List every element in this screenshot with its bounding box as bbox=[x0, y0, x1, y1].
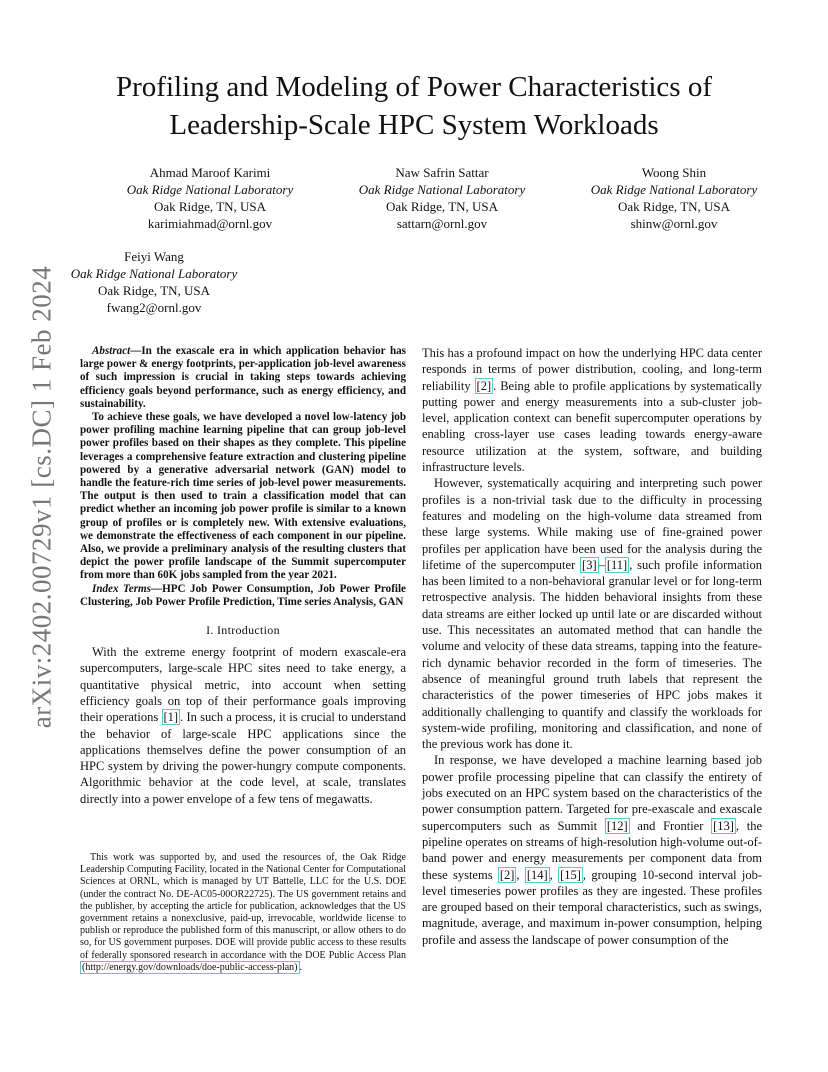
author-email: sattarn@ornl.gov bbox=[396, 216, 488, 231]
author-block-1 bbox=[90, 164, 330, 232]
abstract-label: Abstract bbox=[92, 345, 131, 357]
title-line-2: Leadership-Scale HPC System Workloads bbox=[169, 109, 659, 141]
author-email: shinw@ornl.gov bbox=[630, 216, 718, 231]
citation-link[interactable]: [14] bbox=[526, 867, 548, 882]
author-block-4 bbox=[34, 248, 274, 316]
intro-paragraph-1 bbox=[80, 644, 406, 807]
right-column bbox=[422, 345, 762, 948]
author-name: Feiyi Wang bbox=[124, 249, 184, 264]
footnote-paragraph bbox=[80, 852, 406, 974]
author-affiliation: Oak Ridge National Laboratory bbox=[358, 182, 526, 197]
intro-text-b: . In such a process, it is crucial to understand the behavior of large-scale HPC applications since the applications themselves define the power consumption of an HPC system by driving the power-hungry compute components. Algorithmic behavior at the code level, at scale, translates directly into a power envelope of a few tens of megawatts. bbox=[80, 710, 406, 806]
author-block-3 bbox=[554, 164, 794, 232]
author-name: Ahmad Maroof Karimi bbox=[149, 165, 271, 180]
title-line-1: Profiling and Modeling of Power Characteristics of bbox=[116, 71, 712, 103]
index-terms-label: Index Terms bbox=[92, 582, 151, 595]
introduction-body bbox=[80, 644, 406, 807]
abstract-paragraph-1: Abstract—In the exascale era in which application behavior has large power & energy footprints, per-application job-level awareness of such impression is crucial in taking steps towards achieving efficiency goals beyond performance, such as energy efficiency, and sustainability. bbox=[80, 345, 406, 410]
right-text: and Frontier bbox=[629, 818, 712, 833]
left-column bbox=[80, 345, 406, 807]
index-terms: Index Terms—HPC Job Power Consumption, Job Power Profile Clustering, Job Power Profile Prediction, Time series Analysis, GAN bbox=[80, 582, 406, 608]
right-paragraph-3 bbox=[422, 752, 762, 948]
footnote-text-b: . bbox=[299, 961, 302, 973]
author-name: Naw Safrin Sattar bbox=[395, 165, 489, 180]
citation-link[interactable]: [1] bbox=[163, 710, 179, 725]
right-paragraph-2 bbox=[422, 475, 762, 752]
right-text: , grouping 10-second interval job-level timeseries power profiles as they are ingested. These profiles are grouped based on their temporal characteristics, such as swings, magnitude, average, and maximum in-power consumption, helping profile and assess the landscape of power consumption of the bbox=[422, 867, 763, 947]
abstract-text-1: In the exascale era in which application behavior has large power & energy footprints, per-application job-level awareness of such impression is crucial in taking steps towards achieving efficiency goals beyond performance, such as energy efficiency, and sustainability. bbox=[80, 345, 406, 410]
author-location: Oak Ridge, TN, USA bbox=[617, 199, 731, 214]
section-heading-introduction: I. Introduction bbox=[206, 623, 280, 638]
author-affiliation: Oak Ridge National Laboratory bbox=[70, 266, 238, 281]
author-location: Oak Ridge, TN, USA bbox=[385, 199, 499, 214]
author-block-2 bbox=[322, 164, 562, 232]
author-email: fwang2@ornl.gov bbox=[106, 300, 202, 315]
doe-access-plan-link[interactable]: (http://energy.gov/downloads/doe-public-access-plan) bbox=[82, 961, 298, 973]
author-affiliation: Oak Ridge National Laboratory bbox=[126, 182, 294, 197]
right-text: – bbox=[598, 557, 605, 572]
citation-link[interactable]: [12] bbox=[606, 818, 628, 833]
right-paragraph-1 bbox=[422, 345, 762, 475]
arxiv-stamp-text: arXiv:2402.00729v1 [cs.DC] 1 Feb 2024 bbox=[26, 265, 57, 729]
author-email: karimiahmad@ornl.gov bbox=[147, 216, 273, 231]
citation-link[interactable]: [2] bbox=[476, 378, 492, 393]
abstract-paragraph-2: To achieve these goals, we have developed a novel low-latency job power profiling machine learning pipeline that can group job-level power profiles based on their shapes as they complete. This pipeline leverages a comprehensive feature extraction and clustering pipeline powered by a generative adversarial network (GAN) model to handle the feature-rich time series of job-level power measurements. The output is then used to train a classification model that can predict whether an incoming job power profile is similar to a known group of profiles or is completely new. With extensive evaluations, we demonstrate the effectiveness of each component in our pipeline. Also, we provide a preliminary analysis of the resulting clusters that depict the power profile landscape of the Summit supercomputer from more than 60K jobs sampled from the year 2021. bbox=[80, 411, 406, 582]
right-text: . Being able to profile applications by systematically putting power and energy measurements into a sub-cluster job-level, application context can benefit supercomputer operations by enabling cross-layer use cases leading towards energy-aware resource utilization at the system, software, and building infrastructure levels. bbox=[422, 378, 762, 475]
intro-text-a: With the extreme energy footprint of modern exascale-era supercomputers, large-scale HPC sites need to take energy, a quantitative physical metric, into account when setting efficiency goals on top of their performance goals improving their operations bbox=[80, 645, 406, 725]
footnote bbox=[80, 852, 406, 974]
citation-link[interactable]: [2] bbox=[499, 867, 515, 882]
right-text: , the pipeline operates on streams of high-resolution high-volume out-of-band power and energy measurements per component data from these systems bbox=[422, 818, 762, 882]
arxiv-stamp bbox=[22, 265, 62, 729]
right-text: In response, we have developed a machine learning based job power profile processing pipeline that can classify the entirety of jobs executed on an HPC system based on the characteristics of the power consumption pattern. Targeted for pre-exascale and exascale supercomputers such as Summit bbox=[422, 753, 762, 833]
citation-link[interactable]: [15] bbox=[560, 867, 581, 882]
footnote-text-a: This work was supported by, and used the resources of, the Oak Ridge Leadership Computing Facility, located in the National Center for Computational Sciences at ORNL, which is managed by UT Battelle, LLC for the U.S. DOE (under the contract No. DE-AC05-00OR22725). The US government retains and the publisher, by accepting the article for publication, acknowledges that the US government retains a nonexclusive, paid-up, irrevocable, worldwide license to publish or reproduce the published form of this manuscript, or allow others to do so, for US government purposes. DOE will provide public access to these results of federally sponsored research in accordance with the DOE Public Access Plan bbox=[80, 852, 406, 961]
index-terms-text: HPC Job Power Consumption, Job Power Profile Clustering, Job Power Profile Prediction, Time series Analysis, GAN bbox=[80, 582, 406, 608]
citation-link[interactable]: [3] bbox=[582, 557, 597, 572]
citation-link[interactable]: [11] bbox=[606, 557, 628, 572]
author-location: Oak Ridge, TN, USA bbox=[153, 199, 267, 214]
author-location: Oak Ridge, TN, USA bbox=[97, 283, 211, 298]
abstract bbox=[80, 345, 406, 609]
right-text: , such profile information has been limited to a non-behavioral granular level or for long-term retrospective analysis. The hidden behavioral insights from these data streams are either locked up until late or are discarded without use. This necessitates an automated method that can handle the volume and velocity of these data streams, tapping into the feature-rich dynamic behavior recorded in the form of timeseries. The absence of meaningful ground truth labels that represent the characteristics of the power timeseries of HPC jobs makes it additionally challenging to quantify and classify the workloads for system-wide profiling, monitoring and classification, and none of the previous work has done it. bbox=[422, 557, 762, 752]
right-text: , bbox=[516, 867, 525, 882]
right-text: , bbox=[549, 867, 559, 882]
author-name: Woong Shin bbox=[641, 165, 707, 180]
citation-link[interactable]: [13] bbox=[713, 818, 734, 833]
paper-title bbox=[0, 68, 828, 144]
right-text: This has a profound impact on how the underlying HPC data center responds in terms of power distribution, cooling, and long-term reliability bbox=[422, 346, 762, 393]
author-affiliation: Oak Ridge National Laboratory bbox=[590, 182, 758, 197]
right-text: However, systematically acquiring and interpreting such power profiles is a non-trivial task due to the difficulty in processing features and modeling on the high-volume data streamed from these large systems. While making use of fine-grained power profiles per application have been used for the analysis during the lifetime of the supercomputer bbox=[422, 476, 762, 572]
